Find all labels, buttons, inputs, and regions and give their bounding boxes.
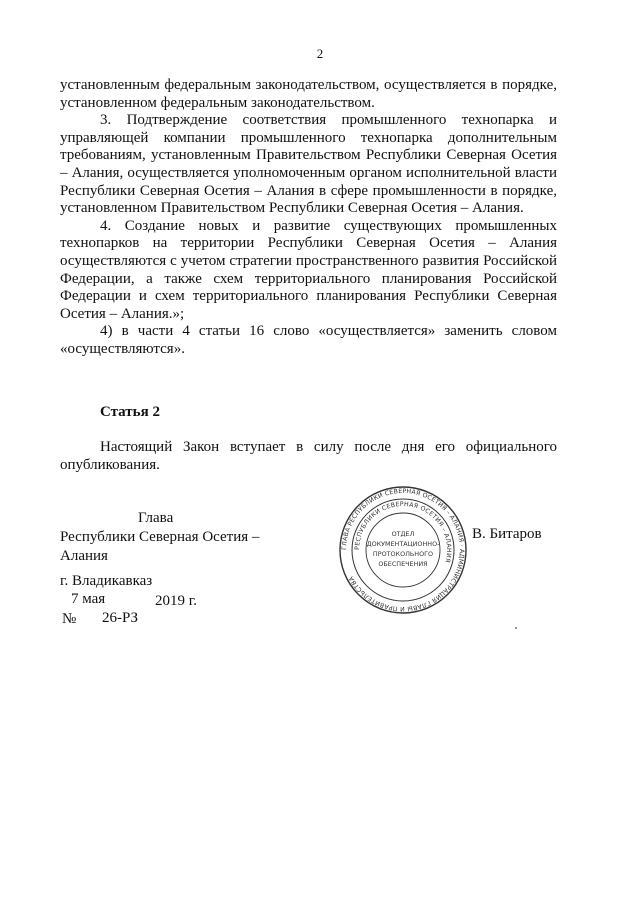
- law-amendment-text: [60, 77, 557, 359]
- signer-title-line1: Глава: [138, 510, 174, 526]
- seal-outer-text: ГЛАВА РЕСПУБЛИКИ СЕВЕРНАЯ ОСЕТИЯ – АЛАНИЯ · АДМИНИСТРАЦИЯ ГЛАВЫ И ПРАВИТЕЛЬСТВА: [340, 487, 466, 613]
- seal-center-line4: ОБЕСПЕЧЕНИЯ: [378, 560, 428, 568]
- article-heading: Статья 2: [100, 404, 160, 420]
- seal-center-line3: ПРОТОКОЛЬНОГО: [372, 550, 434, 558]
- signer-title-line2: Республики Северная Осетия – Алания: [60, 529, 260, 564]
- signer-name: В. Битаров: [472, 526, 542, 542]
- paragraph-item-3: 3. Подтверждение соответствия промышленного технопарка и управляющей компании промышленного технопарка дополнительным требованиям, установленным Правительством Республики Северная Осетия – Алания, осуществляется уполномоченным органом исполнительной власти Республики Северная Осетия – Алания в сфере промышленности в порядке, установленном Правительством Республики Северная Осетия – Алания.: [60, 112, 557, 217]
- seal-inner-text: РЕСПУБЛИКИ СЕВЕРНАЯ ОСЕТИЯ – АЛАНИЯ: [353, 500, 453, 564]
- paragraph-item-4: 4. Создание новых и развитие существующих промышленных технопарков на территории Республики Северная Осетия – Алания осуществляются с учетом стратегии пространственного развития Российской Федерации, а также схем территориального планирования Российской Федерации и схем территориального планирования Республики Северная Осетия – Алания.»;: [60, 217, 557, 322]
- scan-speck: [515, 627, 517, 629]
- page-number: 2: [316, 46, 324, 61]
- seal-center-line2: ДОКУМЕНТАЦИОННО-: [366, 540, 440, 548]
- paragraph-subitem-4: 4) в части 4 статьи 16 слово «осуществляется» заменить словом «осуществляются».: [60, 323, 557, 357]
- seal-center-line1: ОТДЕЛ: [391, 530, 415, 538]
- signing-place: г. Владикавказ: [60, 573, 153, 589]
- paragraph-continuation: установленным федеральным законодательством, осуществляется в порядке, установленном федеральным законодательством.: [60, 77, 557, 111]
- official-seal: [338, 485, 468, 615]
- law-number: 26-РЗ: [102, 610, 139, 626]
- number-sign: №: [62, 611, 77, 627]
- article-text: Настоящий Закон вступает в силу после дня его официального опубликования.: [60, 439, 557, 473]
- signing-year: 2019 г.: [155, 593, 197, 609]
- signer-title: [60, 509, 310, 566]
- signing-date: 7 мая: [71, 591, 106, 607]
